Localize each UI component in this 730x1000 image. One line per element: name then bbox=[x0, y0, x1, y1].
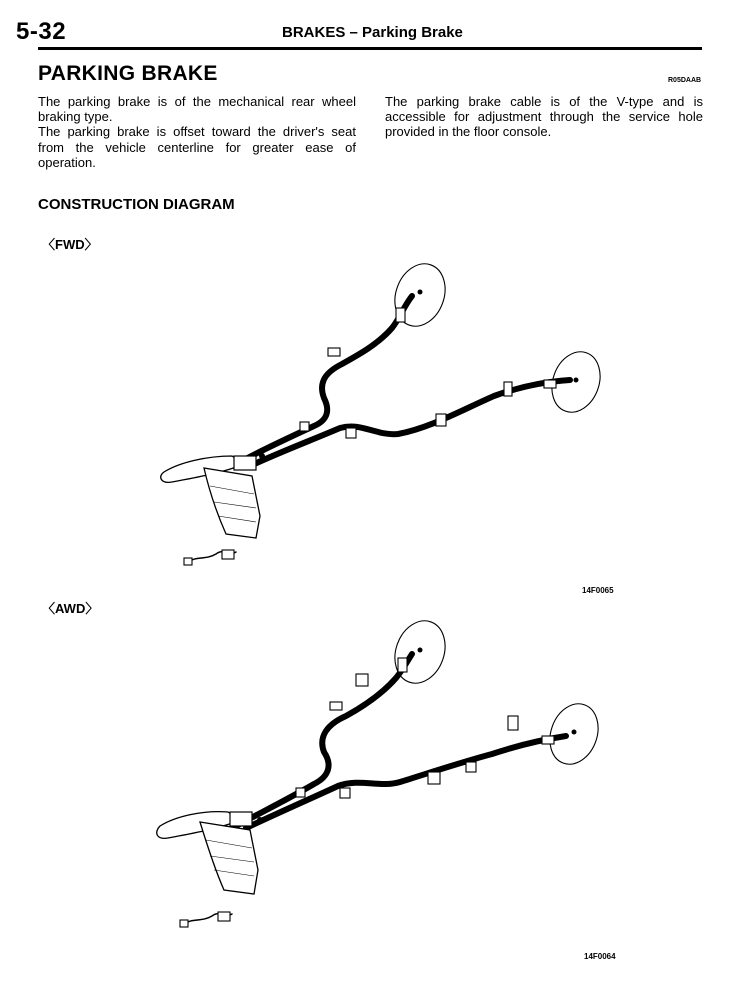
section-title: PARKING BRAKE bbox=[38, 62, 218, 85]
awd-figure-code: 14F0064 bbox=[584, 952, 616, 961]
lever-boot bbox=[200, 822, 258, 894]
section-code: R05DAAB bbox=[668, 77, 702, 84]
awd-label: 〈AWD〉 bbox=[42, 601, 99, 616]
lever-boot bbox=[204, 468, 260, 538]
page-number: 5-32 bbox=[16, 18, 67, 45]
running-head: BRAKES – Parking Brake bbox=[282, 24, 463, 41]
fwd-construction-diagram bbox=[0, 250, 730, 580]
paragraph: The parking brake is of the mechanical rear wheel braking type. bbox=[38, 94, 356, 125]
construction-heading: CONSTRUCTION DIAGRAM bbox=[38, 196, 235, 213]
fwd-label: 〈FWD〉 bbox=[42, 237, 98, 252]
paragraph: The parking brake is offset toward the driver's seat from the vehicle centerline for greater ease of operation. bbox=[38, 124, 356, 170]
awd-construction-diagram bbox=[0, 612, 730, 957]
fwd-figure-code: 14F0065 bbox=[582, 586, 614, 595]
body-column-right bbox=[385, 94, 703, 140]
paragraph: The parking brake cable is of the V-type and is accessible for adjustment through the service hole provided in the floor console. bbox=[385, 94, 703, 140]
header-rule bbox=[38, 47, 702, 50]
body-column-left bbox=[38, 94, 356, 170]
